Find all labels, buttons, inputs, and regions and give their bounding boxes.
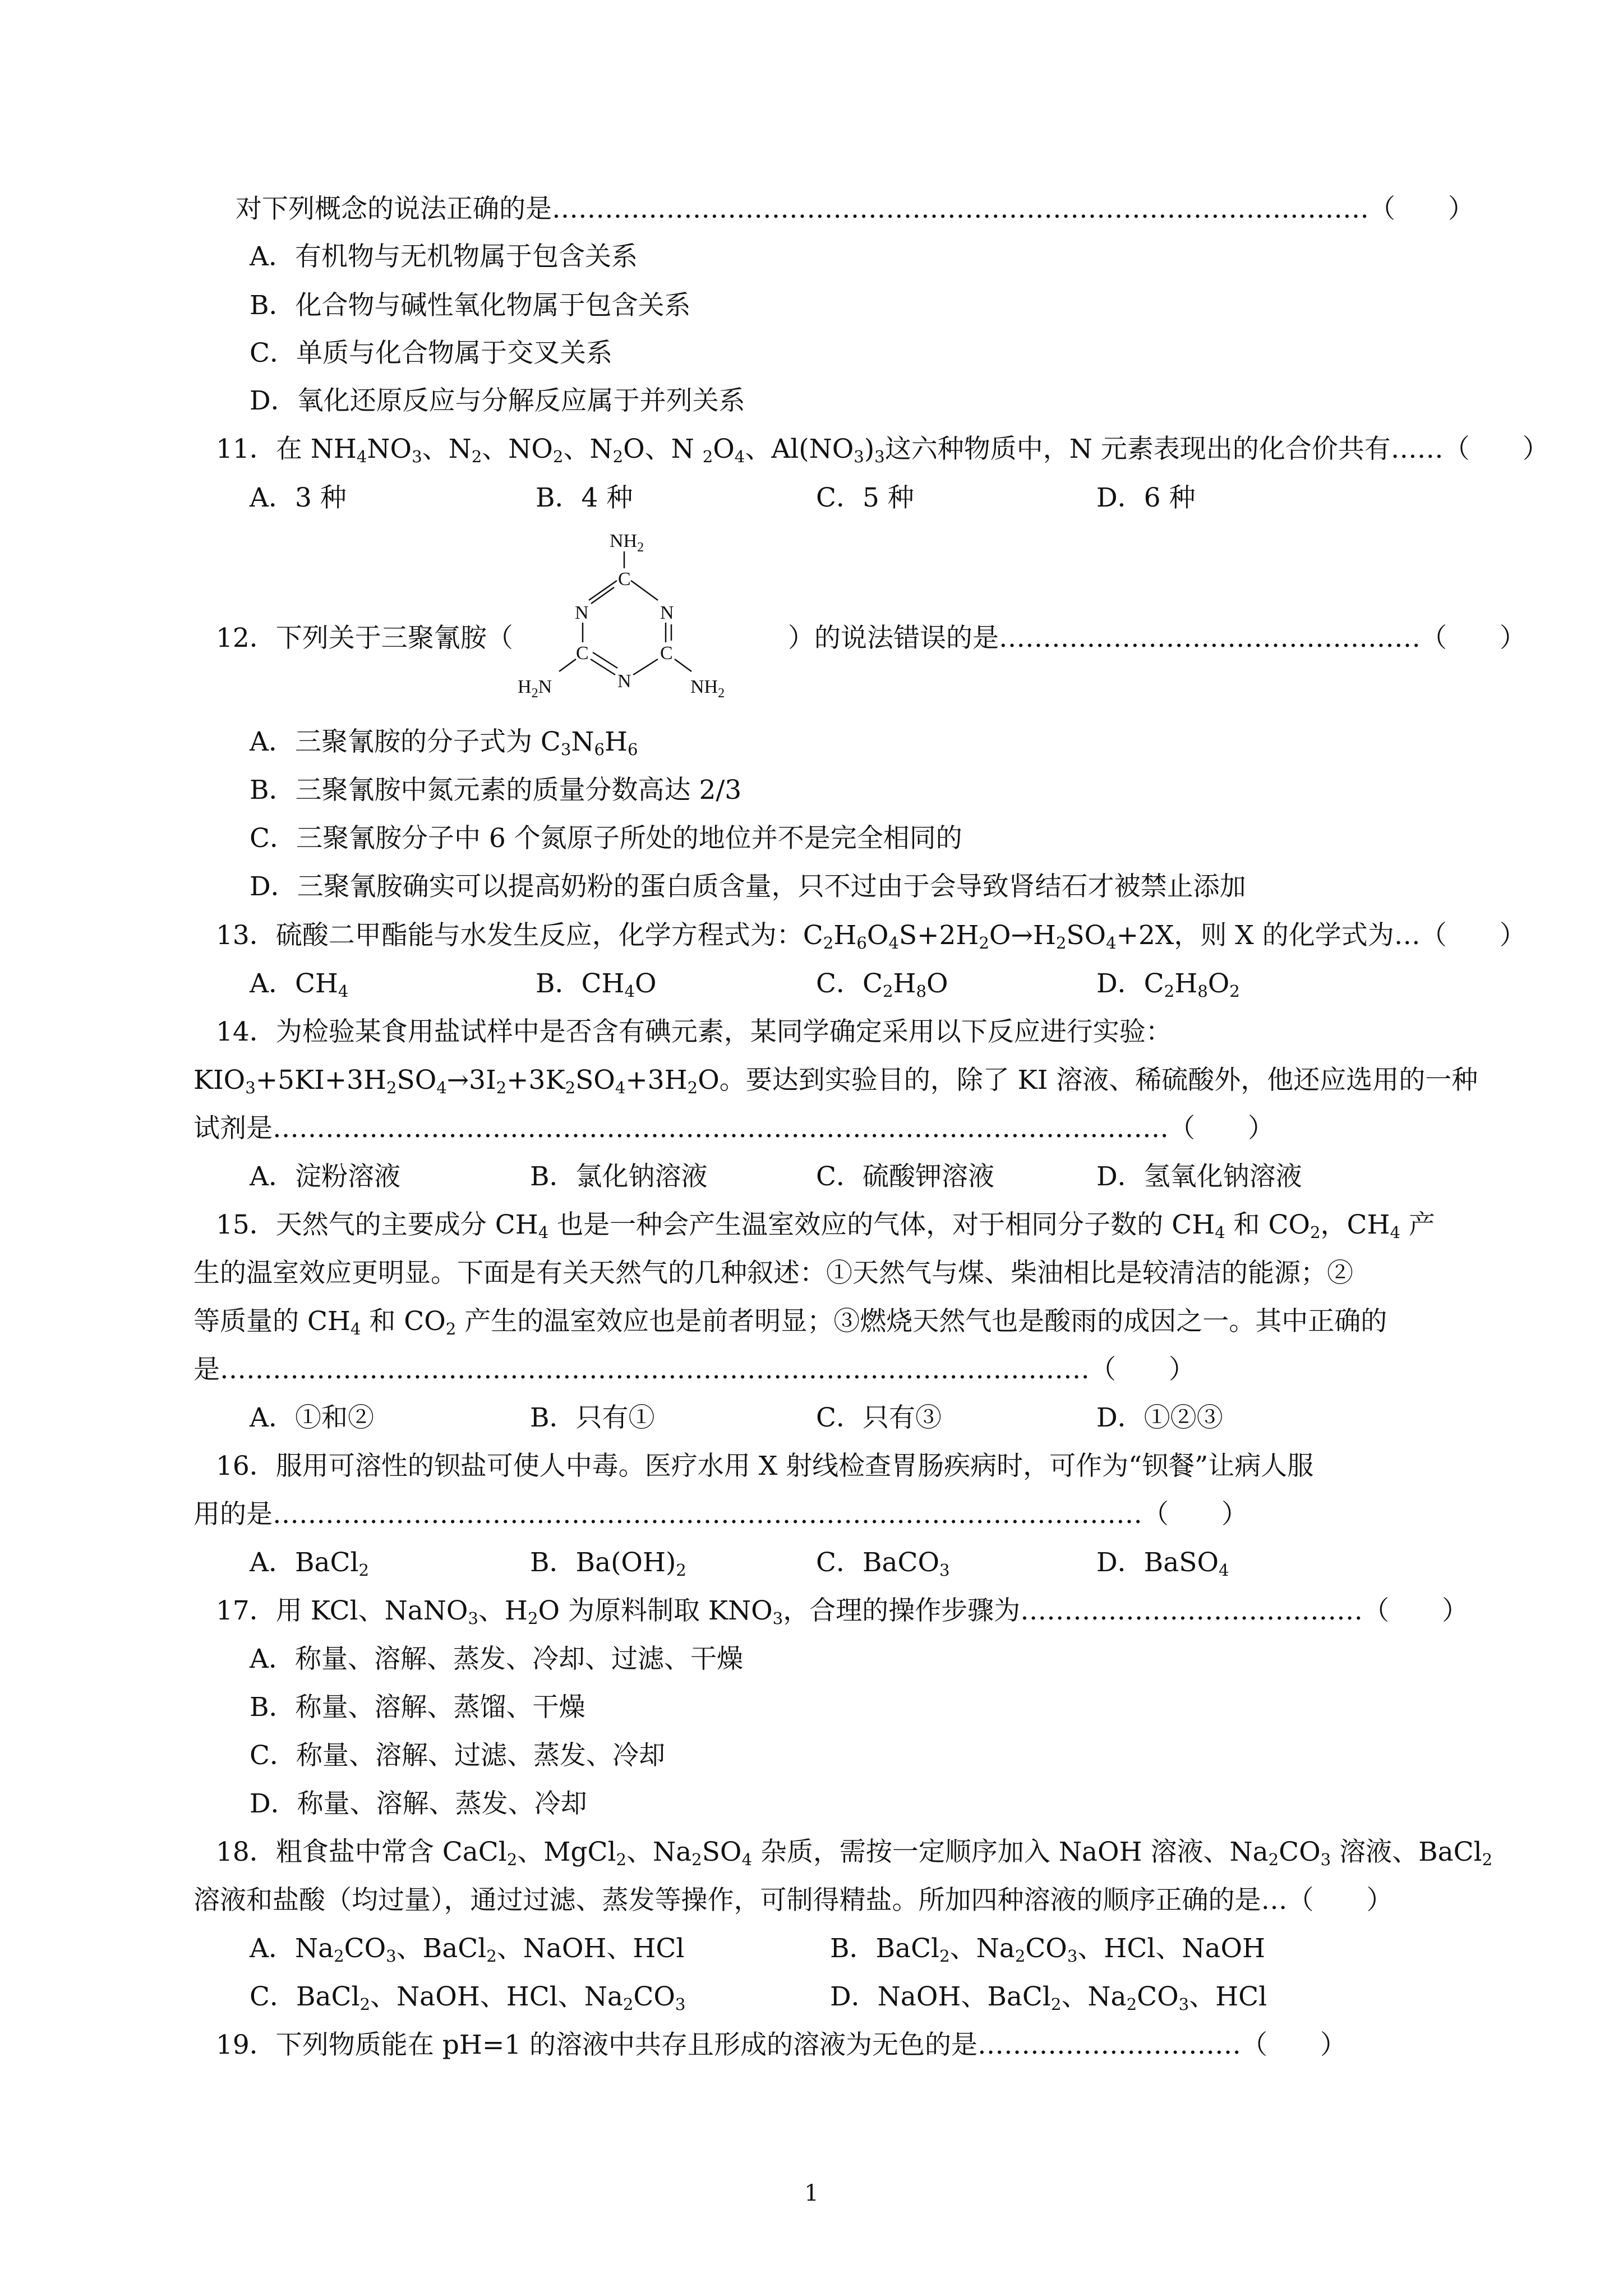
mol-c-top: C (618, 569, 631, 590)
q18-option-c: C．BaCl$_2$、NaOH、HCl、$Na_2CO_3$ (250, 1981, 686, 2014)
question-18-line2: 溶液和盐酸（均过量），通过过滤、蒸发等操作，可制得精盐。所加四种溶液的顺序正确的是…（ ） (193, 1885, 1393, 1916)
question-16-line1: 16．服用可溶性的钡盐可使人中毒。医疗水用 X 射线检查胃肠疾病时，可作为“钡餐”让病人服 (216, 1451, 1314, 1481)
q12-option-d: D．三聚氰胺确实可以提高奶粉的蛋白质含量，只不过由于会导致肾结石才被禁止添加 (250, 871, 1246, 902)
q13-option-b: B．$CH_4O$ (536, 968, 657, 1001)
page-number: 1 (804, 2180, 819, 2206)
q12-option-c: C．三聚氰胺分子中 6 个氮原子所处的地位并不是完全相同的 (250, 823, 962, 854)
q14-option-c: C．硫酸钾溶液 (816, 1161, 994, 1192)
question-18-line1: 18．粗食盐中常含 CaCl$_2$、MgCl$_2$、$Na_2SO_4$ 杂质，需按一定顺序加入 NaOH 溶液、$Na_2CO_3$ 溶液、BaCl$_2$ (216, 1837, 1493, 1870)
q15-option-c: C．只有③ (816, 1402, 942, 1433)
question-12-stem: 12．下列关于三聚氰胺（ ）的说法错误的是…………………………………………（ ） (216, 623, 1526, 654)
q16-option-a: A．BaCl$_2$ (250, 1547, 370, 1580)
q11-option-c: C．5 种 (816, 482, 914, 513)
mol-c-right: C (660, 643, 673, 664)
q14-option-d: D．氢氧化钠溶液 (1096, 1161, 1302, 1192)
question-10-stem (0, 185, 1623, 233)
q11-option-b: B．4 种 (536, 482, 633, 513)
q18-options-row1 (0, 1925, 1623, 1973)
mol-n-left: N (575, 602, 589, 623)
question-17-stem: 17．用 KCl、NaNO$_3$、$H_2O$ 为原料制取 $KNO_3$，合理的操作步骤为…………………………………（ ） (216, 1595, 1469, 1628)
q18-option-a: A．$Na_2CO_3$、BaCl$_2$、NaOH、HCl (250, 1933, 685, 1966)
question-14-line3: 试剂是…………………………………………………………………………………………（ ） (193, 1113, 1274, 1144)
q17-option-c: C．称量、溶解、过滤、蒸发、冷却 (250, 1740, 665, 1771)
q13-option-a: A．$CH_4$ (250, 968, 349, 1001)
q11-option-d: D．6 种 (1096, 482, 1196, 513)
mol-n-bottom: N (617, 671, 631, 692)
question-11-stem: 11．在 $NH_4NO_3$、$N_2$、$NO_2$、$N_2O$、N $_2O_4$、$Al(NO_3)_3$这六种物质中，N 元素表现出的化合价共有……（ ） (216, 434, 1549, 467)
q13-option-c: C．$C_2H_8O$ (816, 968, 948, 1001)
q15-option-d: D．①②③ (1096, 1402, 1223, 1433)
q10-option-b: B．化合物与碱性氧化物属于包含关系 (250, 290, 691, 321)
q18-option-b: B．BaCl$_2$、$Na_2CO_3$、HCl、NaOH (830, 1933, 1265, 1966)
question-15-line1: 15．天然气的主要成分 $CH_4$ 也是一种会产生温室效应的气体，对于相同分子数的 $CH_4$ 和 $CO_2$，$CH_4$ 产 (216, 1209, 1435, 1243)
q12-option-b: B．三聚氰胺中氮元素的质量分数高达 2/3 (250, 775, 742, 806)
q15-options (0, 1394, 1623, 1442)
mol-n-right: N (660, 602, 674, 623)
question-15-line2: 生的温室效应更明显。下面是有关天然气的几种叙述：①天然气与煤、柴油相比是较清洁的能源；② (193, 1258, 1353, 1289)
q14-option-a: A．淀粉溶液 (250, 1161, 400, 1192)
q16-option-c: C．BaCO$_3$ (816, 1547, 950, 1580)
q16-option-b: B．$Ba(OH)_2$ (530, 1547, 686, 1580)
question-14-line1: 14．为检验某食用盐试样中是否含有碘元素，某同学确定采用以下反应进行实验： (216, 1016, 1172, 1047)
question-19-stem: 19．下列物质能在 pH=1 的溶液中共存且形成的溶液为无色的是…………………………（ ） (216, 2030, 1347, 2060)
q13-option-d: D．$C_2H_8O_2$ (1096, 968, 1240, 1001)
q10-option-d: D．氧化还原反应与分解反应属于并列关系 (250, 385, 745, 416)
q12-option-a: A．三聚氰胺的分子式为 $C_3N_6H_6$ (250, 726, 638, 760)
q13-options (0, 960, 1623, 1008)
q14-options (0, 1153, 1623, 1201)
q18-option-d: D．NaOH、BaCl$_2$、$Na_2CO_3$、HCl (830, 1981, 1267, 2014)
mol-c-left: C (576, 643, 589, 664)
question-15-line4: 是………………………………………………………………………………………（ ） (193, 1354, 1195, 1385)
q10-stem-text: 对下列概念的说法正确的是…………………………………………………………………………………（ ） (236, 194, 1474, 224)
q18-options-row2 (0, 1973, 1623, 2021)
q14-option-b: B．氯化钠溶液 (530, 1161, 708, 1192)
mol-nh2-right: $NH_2$ (690, 677, 725, 701)
q16-options (0, 1539, 1623, 1587)
mol-h2n-left: $H_2N$ (518, 677, 552, 701)
q17-option-d: D．称量、溶解、蒸发、冷却 (250, 1788, 587, 1819)
melamine-structure-diagram (513, 524, 771, 710)
question-14-line2: $KIO_3+5KI+3H_2SO_4\to 3I_2+3K_2SO_4+3H_2O$。要达到实验目的，除了 KI 溶液、稀硫酸外，他还应选用的一种 (193, 1065, 1478, 1098)
q16-option-d: D．BaSO$_4$ (1096, 1547, 1229, 1580)
q11-options (0, 474, 1623, 522)
q11-option-a: A．3 种 (250, 482, 347, 513)
q10-option-a: A．有机物与无机物属于包含关系 (250, 241, 638, 272)
q17-option-a: A．称量、溶解、蒸发、冷却、过滤、干燥 (250, 1644, 743, 1674)
question-16-line2: 用的是………………………………………………………………………………………（ ） (193, 1499, 1248, 1530)
q17-option-b: B．称量、溶解、蒸馏、干燥 (250, 1692, 585, 1723)
mol-nh2-top: $NH_2$ (610, 531, 644, 555)
q15-option-a: A．①和② (250, 1402, 374, 1433)
question-13-stem: 13．硫酸二甲酯能与水发生反应，化学方程式为：$C_2H_6O_4S+2H_2O\to H_2SO_4+2X$，则 X 的化学式为…（ ） (216, 920, 1526, 953)
q10-option-c: C．单质与化合物属于交叉关系 (250, 338, 612, 369)
q15-option-b: B．只有① (530, 1402, 655, 1433)
question-15-line3: 等质量的 $CH_4$ 和 $CO_2$ 产生的温室效应也是前者明显；③燃烧天然气也是酸雨的成因之一。其中正确的 (193, 1306, 1387, 1339)
